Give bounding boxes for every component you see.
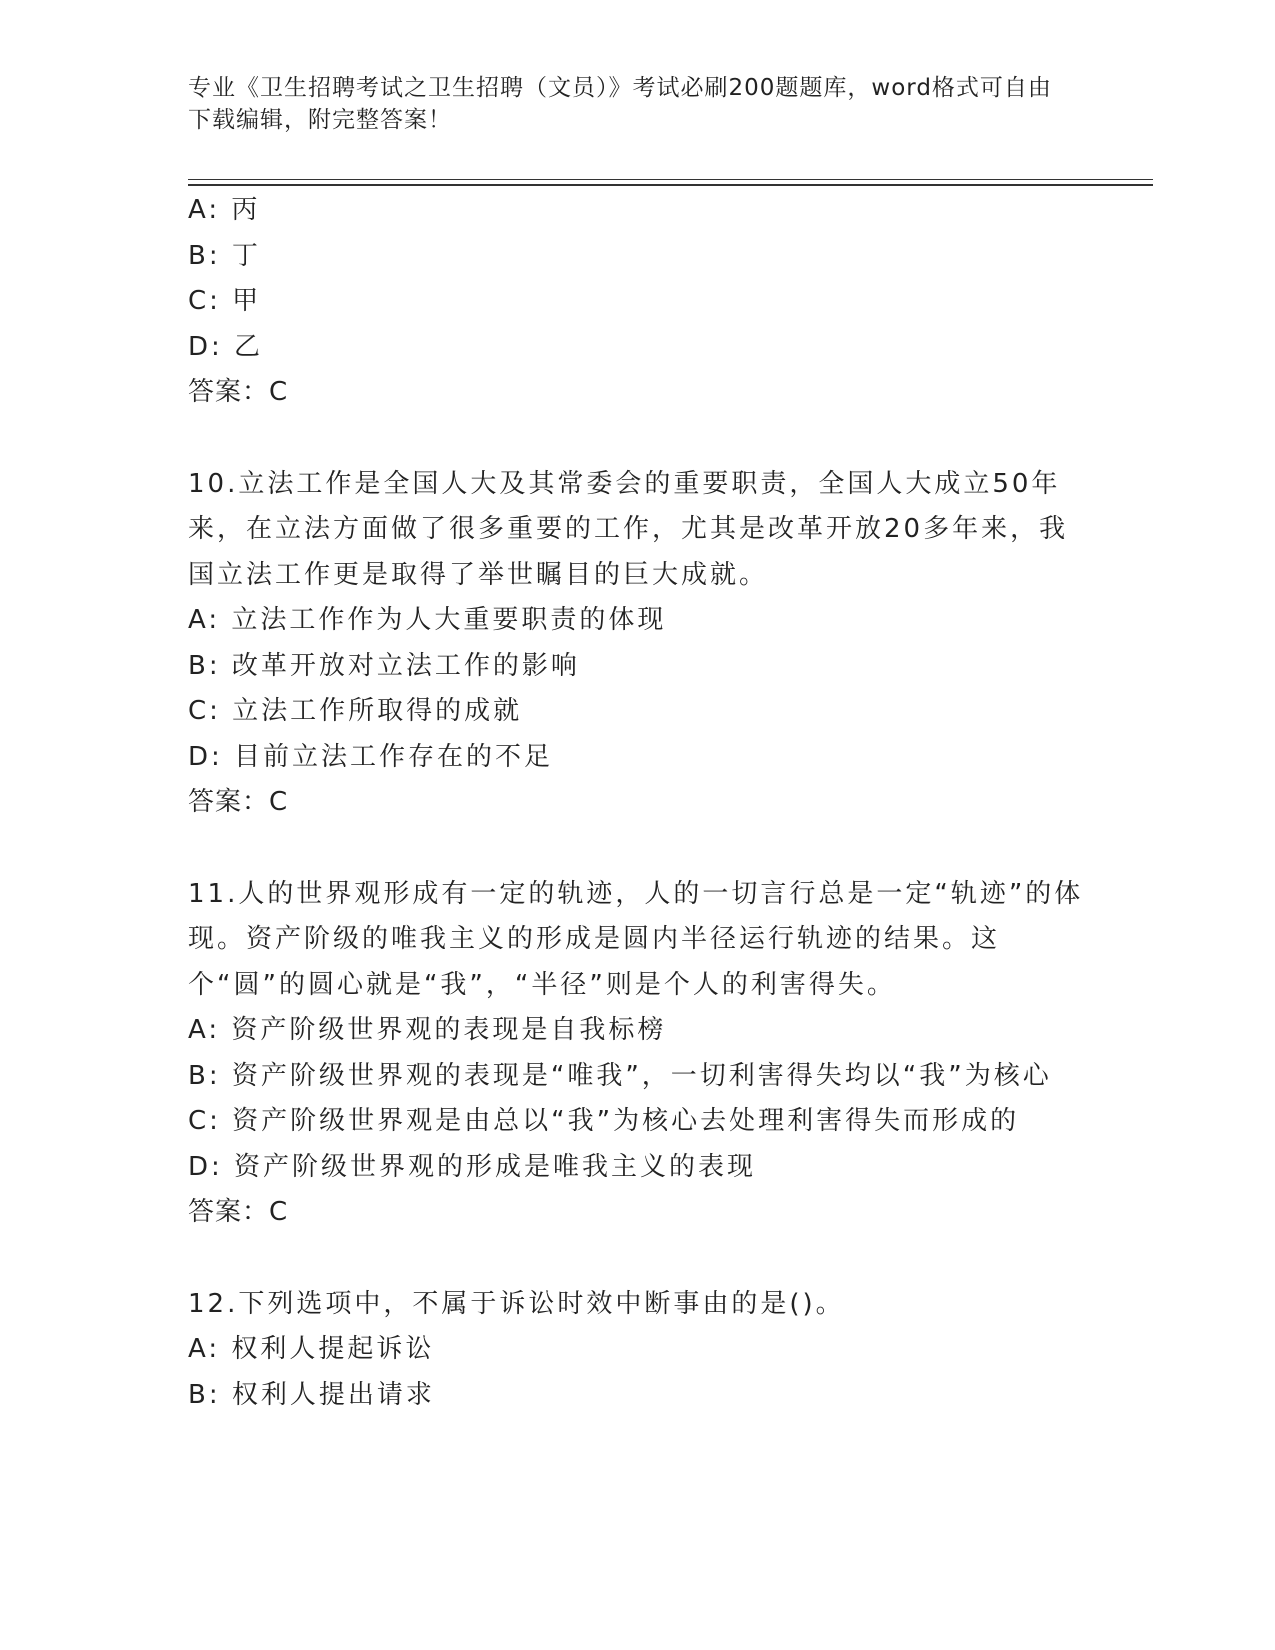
option-d: D: 乙 xyxy=(188,331,264,362)
option-a: A: 丙 xyxy=(188,195,261,225)
question-stem: 10.立法工作是全国人大及其常委会的重要职责，全国人大成立50年来，在立法方面做了很多重要的工作，尤其是改革开放20多年来，我国立法工作更是取得了举世瞩目的巨大成就。 xyxy=(188,468,1069,590)
question-9 xyxy=(188,188,1088,416)
option-b: B: 权利人提出请求 xyxy=(188,1379,435,1410)
answer: 答案：C xyxy=(188,787,289,817)
option-c: C: 甲 xyxy=(188,286,262,316)
option-a: A: 权利人提起诉讼 xyxy=(188,1334,435,1364)
answer: 答案：C xyxy=(188,377,289,407)
option-c: C: 资产阶级世界观是由总以“我”为核心去处理利害得失而形成的 xyxy=(188,1106,1020,1136)
question-spacer xyxy=(188,416,1088,462)
document-header: 专业《卫生招聘考试之卫生招聘（文员）》考试必刷200题题库，word格式可自由下载编辑，附完整答案！ xyxy=(188,75,1052,133)
question-10 xyxy=(188,462,1088,826)
question-stem: 11.人的世界观形成有一定的轨迹，人的一切言行总是一定“轨迹”的体现。资产阶级的唯我主义的形成是圆内半径运行轨迹的结果。这个“圆”的圆心就是“我”，“半径”则是个人的利害得失。 xyxy=(188,878,1084,1000)
question-11 xyxy=(188,872,1088,1236)
option-a: A: 立法工作作为人大重要职责的体现 xyxy=(188,605,667,635)
answer: 答案：C xyxy=(188,1197,289,1227)
option-d: D: 资产阶级世界观的形成是唯我主义的表现 xyxy=(188,1151,757,1182)
option-a: A: 资产阶级世界观的表现是自我标榜 xyxy=(188,1015,667,1045)
question-stem: 12.下列选项中，不属于诉讼时效中断事由的是()。 xyxy=(188,1288,845,1319)
question-12 xyxy=(188,1282,1088,1419)
option-b: B: 丁 xyxy=(188,240,261,271)
option-b: B: 改革开放对立法工作的影响 xyxy=(188,650,580,681)
option-c: C: 立法工作所取得的成就 xyxy=(188,696,523,726)
option-b: B: 资产阶级世界观的表现是“唯我”，一切利害得失均以“我”为核心 xyxy=(188,1060,1052,1091)
option-d: D: 目前立法工作存在的不足 xyxy=(188,741,554,772)
question-spacer xyxy=(188,1236,1088,1282)
document-body xyxy=(188,188,1088,1418)
header-divider xyxy=(188,179,1153,186)
question-spacer xyxy=(188,826,1088,872)
